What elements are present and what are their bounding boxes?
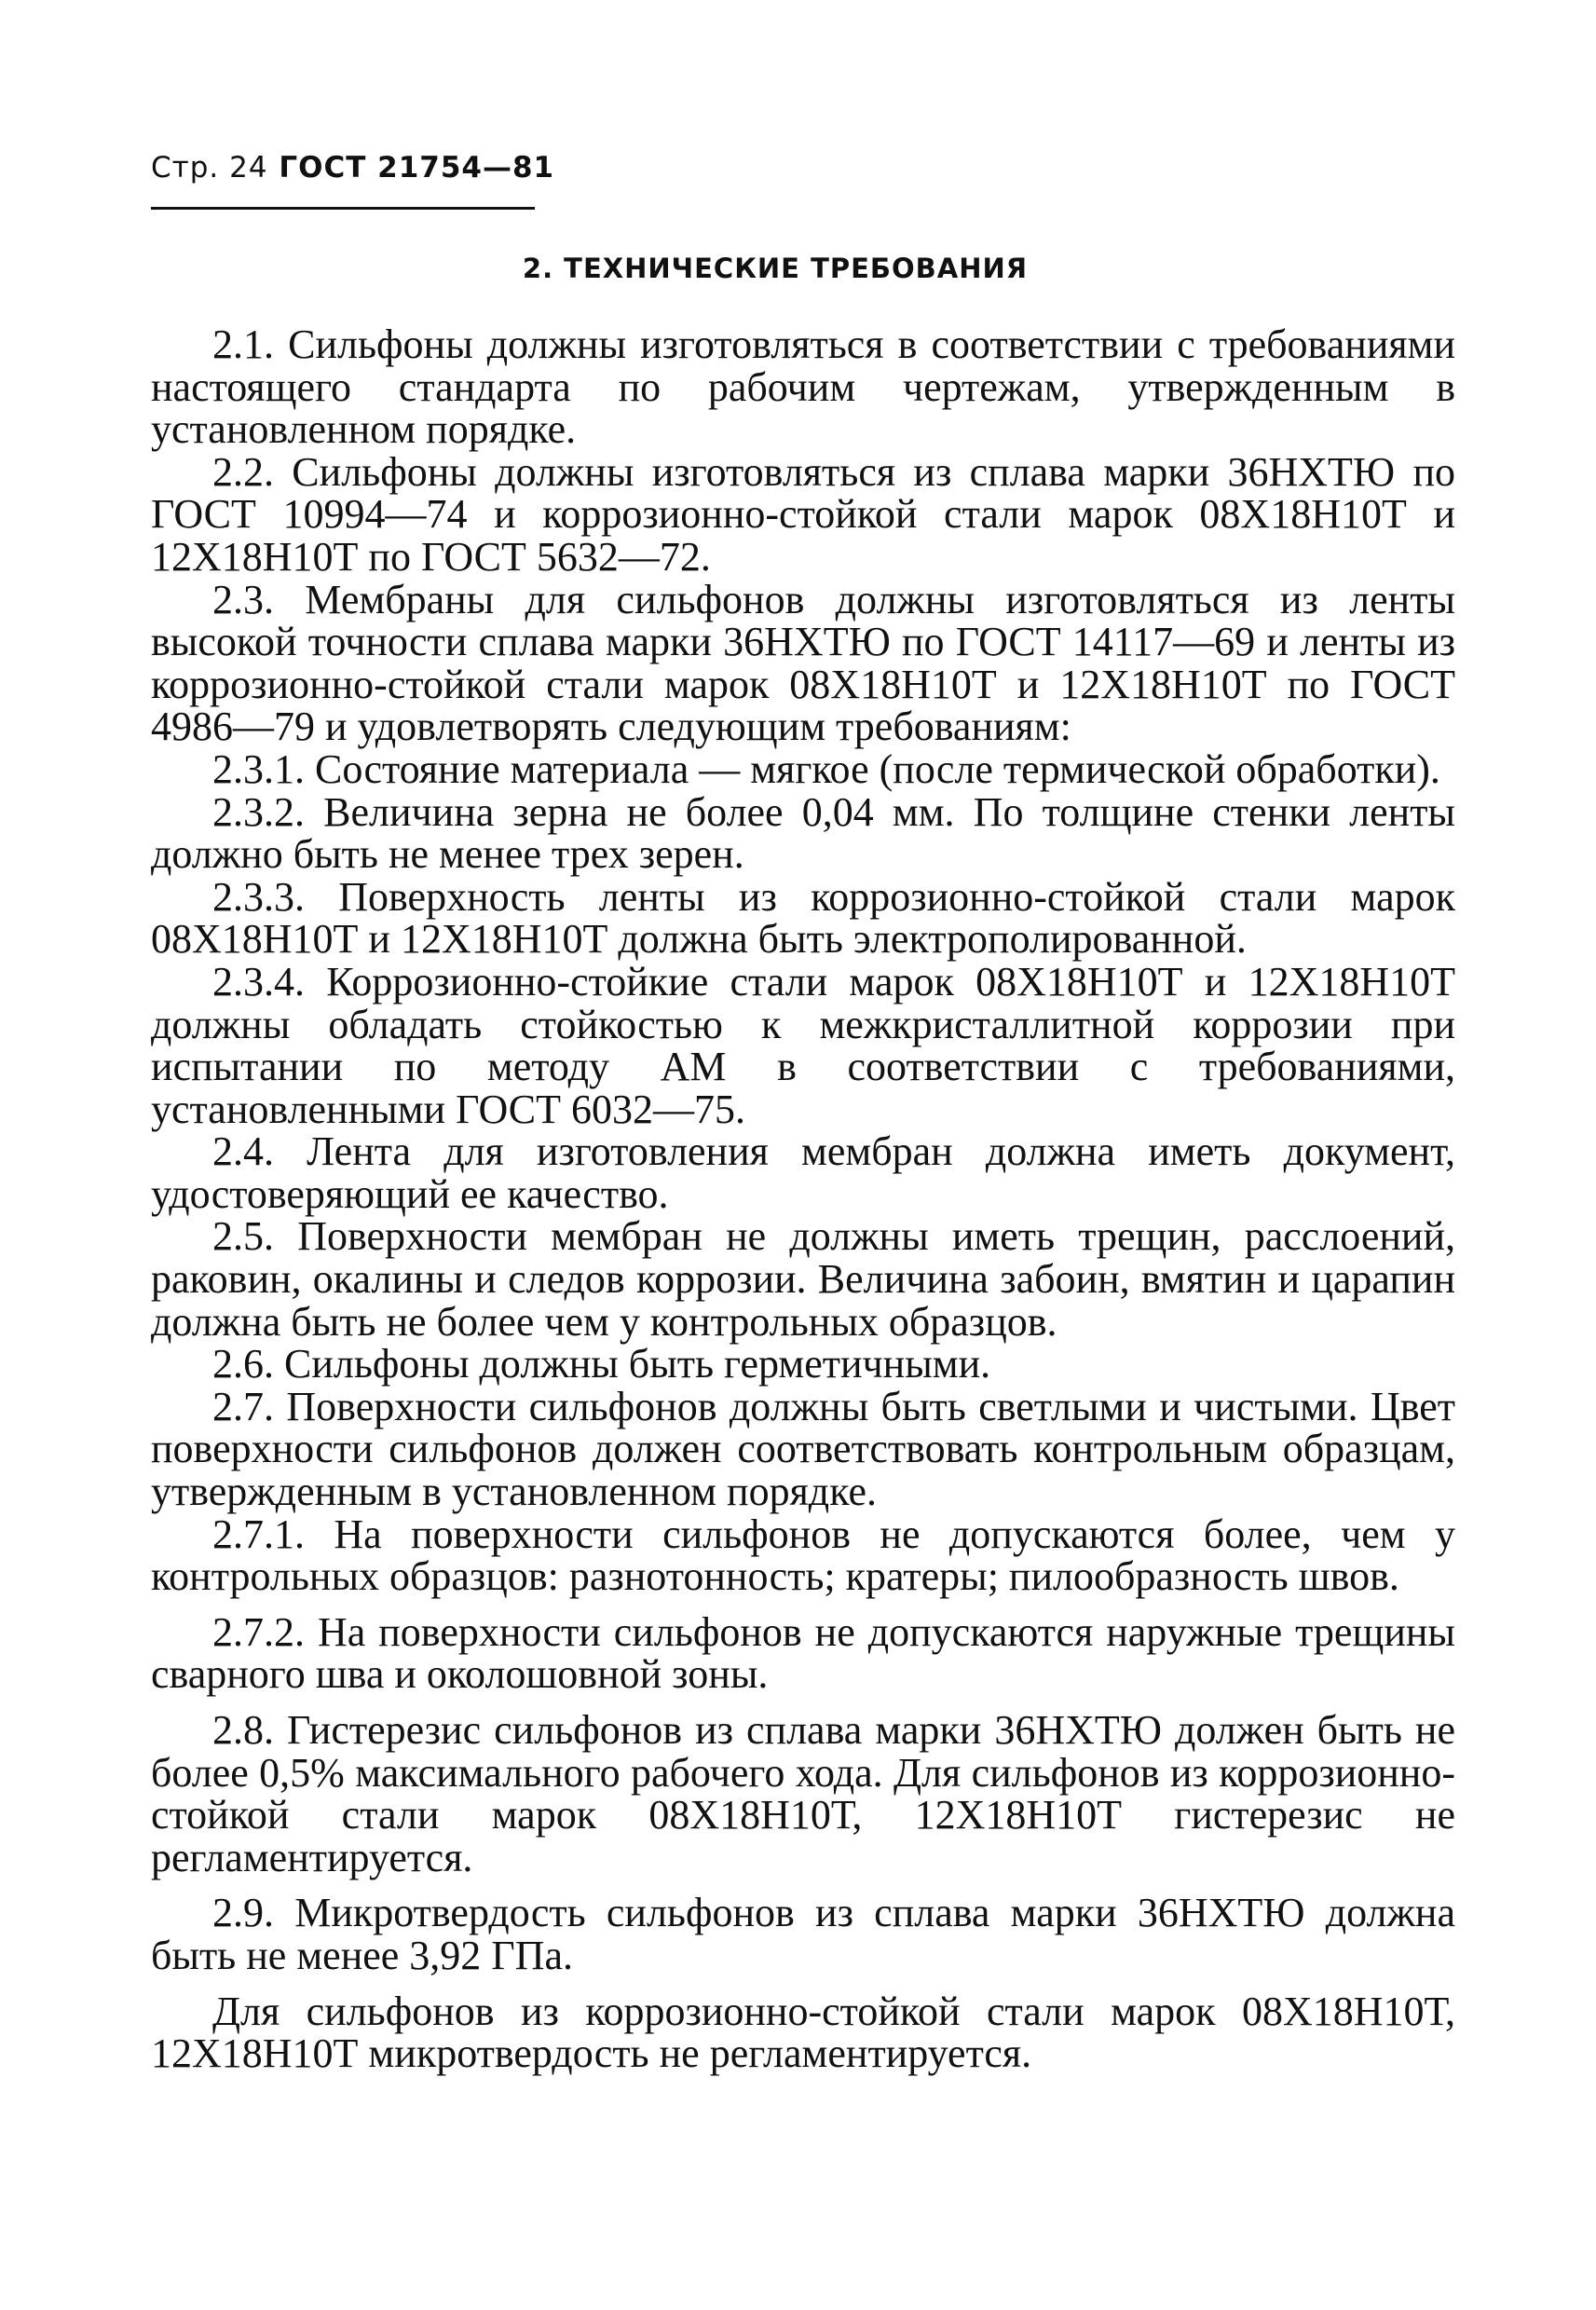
standard-number: ГОСТ 21754—81: [279, 151, 555, 185]
clause-2-2: 2.2. Сильфоны должны изготовляться из сплава марки 36НХТЮ по ГОСТ 10994—74 и коррозионно-стойкой стали марок 08Х18Н10Т и 12Х18Н10Т по ГОСТ 5632—72.: [151, 448, 1455, 580]
document-page: [151, 149, 1455, 2075]
section-body: [151, 323, 1455, 2075]
running-header: [151, 149, 1455, 186]
clause-2-3-2: 2.3.2. Величина зерна не более 0,04 мм. По толщине стенки ленты должно быть не менее трех зерен.: [151, 788, 1455, 878]
header-rule: [151, 207, 535, 210]
clause-2-9-note: Для сильфонов из коррозионно-стойкой стали марок 08Х18Н10Т, 12Х18Н10Т микротвердость не регламентируется.: [151, 1988, 1455, 2077]
clause-2-7-2: 2.7.2. На поверхности сильфонов не допускаются наружные трещины сварного шва и околошовной зоны.: [151, 1608, 1455, 1698]
clause-2-9: 2.9. Микротвердость сильфонов из сплава марки 36НХТЮ должна быть не менее 3,92 ГПа.: [151, 1890, 1455, 1978]
clause-2-3-3: 2.3.3. Поверхность ленты из коррозионно-стойкой стали марок 08Х18Н10Т и 12Х18Н10Т должна быть электрополированной.: [151, 873, 1455, 963]
clause-2-7: 2.7. Поверхности сильфонов должны быть светлыми и чистыми. Цвет поверхности сильфонов должен соответствовать контрольным образцам, утвержденным в установленном порядке.: [151, 1383, 1455, 1515]
clause-2-6: 2.6. Сильфоны должны быть герметичными.: [212, 1341, 991, 1387]
clause-2-3: 2.3. Мембраны для сильфонов должны изготовляться из ленты высокой точности сплава марки 36НХТЮ по ГОСТ 14117—69 и ленты из коррозионно-стойкой стали марок 08Х18Н10Т и 12Х18Н10Т по ГОСТ 4986—79 и удовлетворять следующим требованиям:: [151, 576, 1455, 750]
clause-2-8: 2.8. Гистерезис сильфонов из сплава марки 36НХТЮ должен быть не более 0,5% максимального рабочего хода. Для сильфонов из коррозионно-стойкой стали марок 08Х18Н10Т, 12Х18Н10Т гистерезис не регламентируется.: [151, 1707, 1455, 1880]
clause-2-7-1: 2.7.1. На поверхности сильфонов не допускаются более, чем у контрольных образцов: разнотонность; кратеры; пилообразность швов.: [151, 1510, 1455, 1600]
section-title: 2. ТЕХНИЧЕСКИЕ ТРЕБОВАНИЯ: [522, 253, 1029, 284]
clause-2-3-1: 2.3.1. Состояние материала — мягкое (после термической обработки).: [212, 745, 1440, 792]
clause-2-5: 2.5. Поверхности мембран не должны иметь трещин, расслоений, раковин, окалины и следов коррозии. Величина забоин, вмятин и царапин должна быть не более чем у контрольных образцов.: [151, 1213, 1455, 1345]
page-number: Стр. 24: [151, 151, 268, 185]
clause-2-4: 2.4. Лента для изготовления мембран должна иметь документ, удостоверяющий ее качество.: [151, 1128, 1455, 1217]
clause-2-3-4: 2.3.4. Коррозионно-стойкие стали марок 08Х18Н10Т и 12Х18Н10Т должны обладать стойкостью к межкристаллитной коррозии при испытании по методу АМ в соответствии с требованиями, установленными ГОСТ 6032—75.: [151, 958, 1455, 1132]
clause-2-1: 2.1. Сильфоны должны изготовляться в соответствии с требованиями настоящего стандарта по рабочим чертежам, утвержденным в установленном порядке.: [151, 321, 1455, 453]
